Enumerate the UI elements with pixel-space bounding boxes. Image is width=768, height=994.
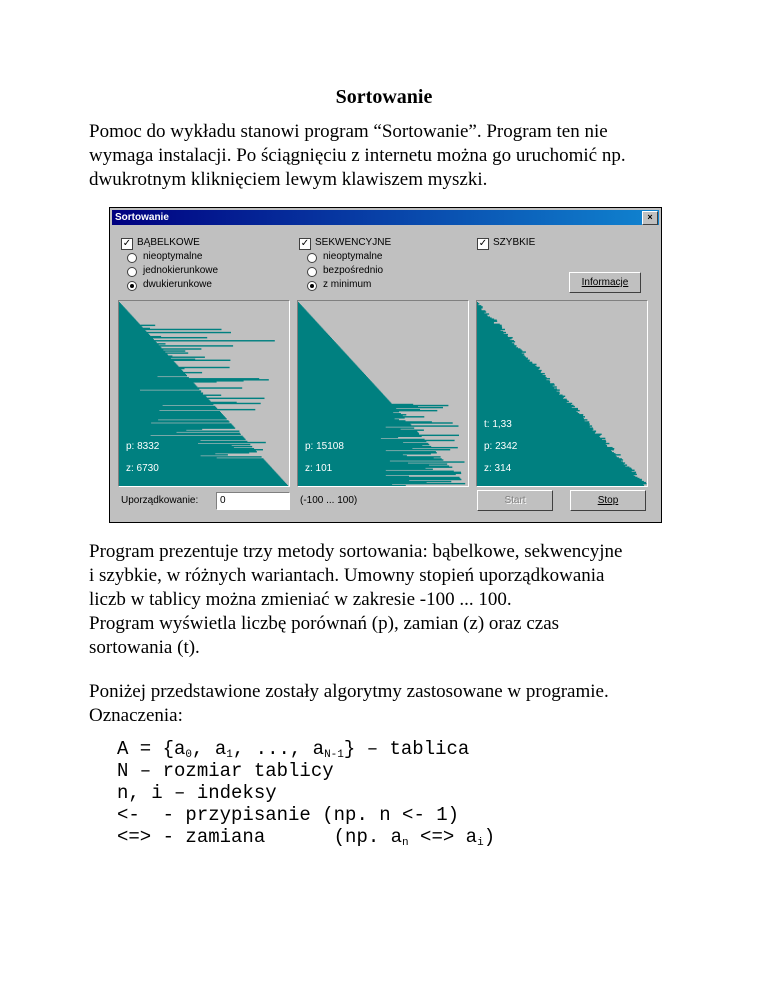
desc-line: Program prezentuje trzy metody sortowania: bąbelkowe, sekwencyjne xyxy=(89,541,623,562)
label-szybkie: SZYBKIE xyxy=(493,237,536,248)
informacje-button[interactable] xyxy=(569,272,641,293)
notation-sub: i xyxy=(477,837,484,849)
intro-line: wymaga instalacji. Po ściągnięciu z internetu można go uruchomić np. xyxy=(89,145,626,166)
selection-sort-visualization xyxy=(298,301,468,486)
panel-szybkie xyxy=(476,300,648,487)
algorithms-paragraph xyxy=(89,680,689,728)
radio-babelkowe-jednokierunkowe[interactable] xyxy=(127,267,137,277)
sort-bar xyxy=(298,485,406,486)
notation-sub: 1 xyxy=(226,749,233,761)
notation-text: } – tablica xyxy=(343,738,470,760)
stat-porownania: p: 15108 xyxy=(305,441,344,452)
label-babelkowe: BĄBELKOWE xyxy=(137,237,200,248)
notation-text: , ..., a xyxy=(232,738,325,760)
quick-sort-visualization xyxy=(477,301,647,486)
start-label: Start xyxy=(504,495,526,506)
window-title: Sortowanie xyxy=(115,212,169,223)
desc-line: Program wyświetla liczbę porównań (p), zamian (z) oraz czas xyxy=(89,613,560,634)
radio-sekwencyjne-bezposrednio[interactable] xyxy=(307,267,317,277)
notation-sub: N-1 xyxy=(324,749,344,761)
notation-line: <- - przypisanie (np. n <- 1) xyxy=(117,804,460,826)
desc-line: i szybkie, w różnych wariantach. Umowny stopień uporządkowania xyxy=(89,565,605,586)
description-paragraph xyxy=(89,540,689,660)
radio-label: bezpośrednio xyxy=(323,265,384,276)
radio-label: nieoptymalne xyxy=(143,251,203,262)
checkbox-sekwencyjne[interactable]: ✓ xyxy=(300,238,310,249)
checkbox-szybkie[interactable]: ✓ xyxy=(478,238,488,249)
radio-label: z minimum xyxy=(323,279,372,290)
radio-sekwencyjne-z-minimum[interactable] xyxy=(307,281,317,291)
intro-line: dwukrotnym kliknięciem lewym klawiszem myszki. xyxy=(89,169,488,190)
algos-line: Oznaczenia: xyxy=(89,705,183,726)
close-button[interactable]: × xyxy=(642,211,658,225)
radio-label: jednokierunkowe xyxy=(143,265,219,276)
radio-babelkowe-nieoptymalne[interactable] xyxy=(127,253,137,263)
stop-label: Stop xyxy=(597,495,619,506)
notation-line: n, i – indeksy xyxy=(117,782,277,804)
radio-label: nieoptymalne xyxy=(323,251,383,262)
stat-porownania: p: 8332 xyxy=(126,441,160,452)
sortowanie-window xyxy=(109,207,662,523)
notation-sub: n xyxy=(402,837,409,849)
document-title: Sortowanie xyxy=(335,86,433,108)
checkbox-babelkowe[interactable]: ✓ xyxy=(122,238,132,249)
radio-label: dwukierunkowe xyxy=(143,279,212,290)
panel-babelkowe xyxy=(118,300,290,487)
algos-line: Poniżej przedstawione zostały algorytmy zastosowane w programie. xyxy=(89,681,609,702)
notation-text: ) xyxy=(483,826,496,848)
sort-bar xyxy=(477,485,644,486)
notation-text: A = {a xyxy=(117,738,186,760)
notation-line: N – rozmiar tablicy xyxy=(117,760,334,782)
stat-zamiany: z: 6730 xyxy=(126,463,159,474)
informacje-label: Informacje xyxy=(581,277,629,288)
stat-zamiany: z: 101 xyxy=(305,463,333,474)
stop-button[interactable] xyxy=(570,490,646,511)
notation-line xyxy=(117,826,495,854)
intro-paragraph xyxy=(89,120,689,192)
label-sekwencyjne: SEKWENCYJNE xyxy=(315,237,392,248)
notation-text: <=> - zamiana (np. a xyxy=(117,826,403,848)
stat-porownania: p: 2342 xyxy=(484,441,518,452)
notation-text: , a xyxy=(192,738,227,760)
notation-sub: 0 xyxy=(185,749,193,761)
desc-line: liczb w tablicy można zmieniać w zakresie -100 ... 100. xyxy=(89,589,512,610)
start-button[interactable] xyxy=(477,490,553,511)
radio-sekwencyjne-nieoptymalne[interactable] xyxy=(307,253,317,263)
stat-czas: t: 1,33 xyxy=(484,419,512,430)
range-label: (-100 ... 100) xyxy=(300,495,358,506)
bubble-sort-visualization xyxy=(119,301,289,486)
order-input[interactable]: 0 xyxy=(216,492,290,510)
desc-line: sortowania (t). xyxy=(89,637,200,658)
window-titlebar xyxy=(112,210,659,225)
intro-line: Pomoc do wykładu stanowi program “Sortowanie”. Program ten nie xyxy=(89,121,608,142)
radio-babelkowe-dwukierunkowe[interactable] xyxy=(127,281,137,291)
sort-bar xyxy=(119,485,288,486)
stat-zamiany: z: 314 xyxy=(484,463,512,474)
panel-sekwencyjne xyxy=(297,300,469,487)
order-label: Uporządkowanie: xyxy=(121,495,199,506)
notation-text: <=> a xyxy=(408,826,478,848)
